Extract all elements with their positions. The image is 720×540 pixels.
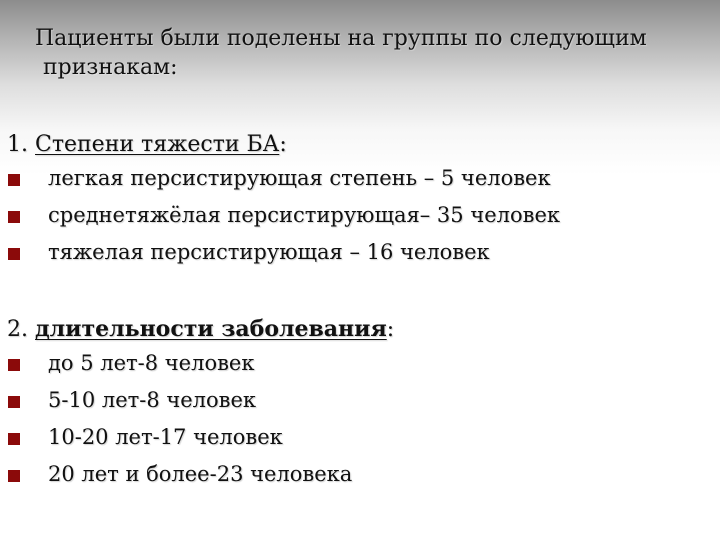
list-item <box>7 197 707 234</box>
duration-list <box>7 345 707 493</box>
section-number: 1. <box>7 132 28 157</box>
list-item-text: до 5 лет-8 человек <box>48 351 255 375</box>
list-item <box>7 382 707 419</box>
square-bullet-icon <box>8 396 20 408</box>
list-item <box>7 456 707 493</box>
square-bullet-icon <box>8 174 20 186</box>
list-item-text: 20 лет и более-23 человека <box>48 462 353 486</box>
section-severity <box>7 130 707 271</box>
section-heading <box>7 314 707 345</box>
section-heading-text: Степени тяжести БА <box>35 132 280 157</box>
square-bullet-icon <box>8 470 20 482</box>
section-heading-suffix: : <box>386 317 395 342</box>
list-item <box>7 234 707 271</box>
list-item <box>7 419 707 456</box>
title-line-1: Пациенты были поделены на группы по следующим <box>35 26 647 51</box>
list-item-text: среднетяжёлая персистирующая– 35 человек <box>48 203 560 227</box>
list-item-text: 10-20 лет-17 человек <box>48 425 283 449</box>
list-item-text: 5-10 лет-8 человек <box>48 388 257 412</box>
square-bullet-icon <box>8 359 20 371</box>
severity-list <box>7 160 707 271</box>
title-line-2: признакам: <box>43 55 178 80</box>
square-bullet-icon <box>8 248 20 260</box>
slide-title <box>35 24 685 82</box>
section-heading-text: длительности заболевания <box>35 316 387 342</box>
list-item-text: тяжелая персистирующая – 16 человек <box>48 240 490 264</box>
section-duration <box>7 314 707 493</box>
list-item-text: легкая персистирующая степень – 5 человек <box>48 166 551 190</box>
list-item <box>7 345 707 382</box>
square-bullet-icon <box>8 211 20 223</box>
list-item <box>7 160 707 197</box>
section-heading <box>7 130 707 160</box>
square-bullet-icon <box>8 433 20 445</box>
section-heading-suffix: : <box>279 132 287 157</box>
section-number: 2. <box>7 317 28 342</box>
